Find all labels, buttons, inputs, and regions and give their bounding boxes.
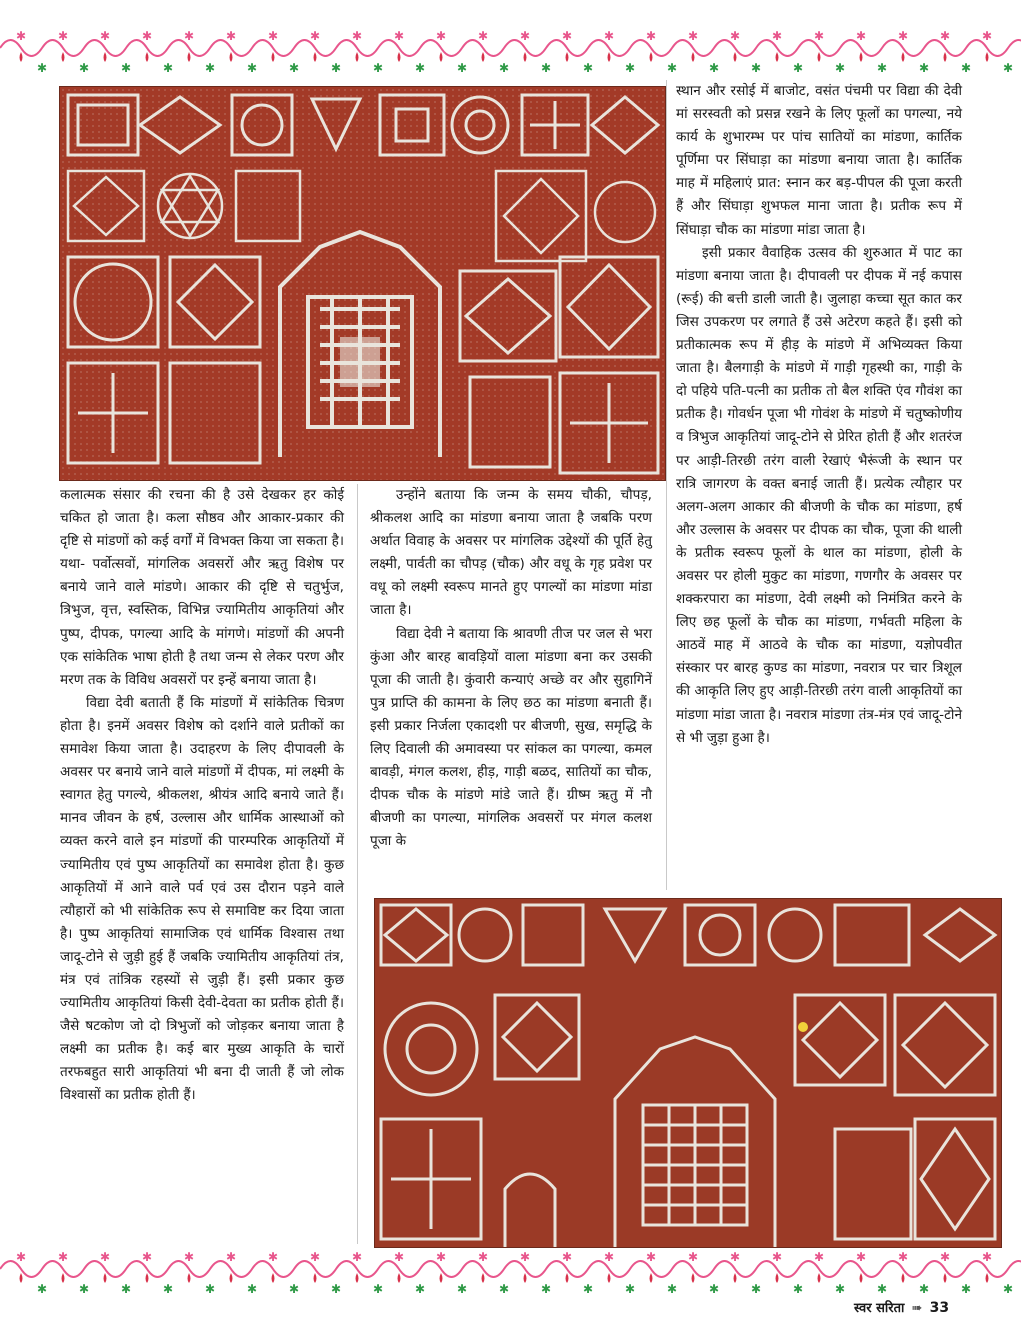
drop-icon (524, 52, 527, 62)
star-icon: ✱ (519, 1250, 531, 1264)
star-icon: ✱ (918, 1282, 930, 1296)
star-icon: ✱ (897, 29, 909, 43)
star-icon: ✱ (435, 29, 447, 43)
star-icon: ✱ (813, 29, 825, 43)
star-icon: ✱ (960, 61, 972, 75)
drop-icon (146, 52, 149, 62)
star-icon: ✱ (57, 1250, 69, 1264)
drop-icon (860, 52, 863, 62)
star-icon: ✱ (540, 1282, 552, 1296)
star-icon: ✱ (393, 1250, 405, 1264)
paragraph: उन्होंने बताया कि जन्म के समय चौकी, चौपड़, श्रीकलश आदि का मांडणा बनाया जाता है जबकि परण अर्थात विवाह के अवसर पर मांगलिक उद्देश्यों की पूर्ति हेतु लक्ष्मी, पार्वती का चौपड़ (चौक) और वधू के गृह प्रवेश पर वधू को लक्ष्मी स्वरूप मानते हुए पगल्यों का मांडणा मांडा जाता है। (370, 487, 652, 619)
star-icon: ✱ (519, 29, 531, 43)
drop-icon (986, 1273, 989, 1283)
star-icon: ✱ (981, 1250, 993, 1264)
drop-icon (440, 52, 443, 62)
star-icon: ✱ (498, 61, 510, 75)
drop-icon (104, 1273, 107, 1283)
star-icon: ✱ (561, 1250, 573, 1264)
drop-icon (986, 52, 989, 62)
star-icon: ✱ (750, 61, 762, 75)
star-icon: ✱ (15, 29, 27, 43)
star-icon: ✱ (330, 61, 342, 75)
star-icon: ✱ (834, 1282, 846, 1296)
paragraph: स्थान और रसोई में बाजोट, वसंत पंचमी पर विद्या की देवी मां सरस्वती को प्रसन्न रखने के लिए फूलों का पगल्या, नये कार्य के शुभारम्भ पर पांच सातियों का मांडणा, कार्तिक पूर्णिमा पर सिंघाड़ा का मांडणा बनाया जाता है। कार्तिक माह में महिलाएं प्रात: स्नान कर बड़-पीपल की पूजा करती हैं और सिंघाड़ा शुभफल माना जाता है। प्रतीक रूप में सिंघाड़ा चौक का मांडणा मांडा जाता है। (676, 83, 962, 238)
drop-icon (398, 52, 401, 62)
star-icon: ✱ (771, 29, 783, 43)
page-footer (854, 1298, 949, 1316)
mandana-photo-top (59, 86, 666, 481)
drop-icon (62, 1273, 65, 1283)
magazine-name: स्वर सरिता (854, 1301, 905, 1316)
drop-icon (20, 1273, 23, 1283)
drop-icon (524, 1273, 527, 1283)
star-icon: ✱ (771, 1250, 783, 1264)
star-icon: ✱ (99, 29, 111, 43)
star-icon: ✱ (540, 61, 552, 75)
drop-icon (692, 52, 695, 62)
border-stars (16, 29, 1021, 75)
star-icon: ✱ (603, 1250, 615, 1264)
mandana-photo-bottom (374, 898, 1002, 1248)
drop-icon (818, 52, 821, 62)
drop-icon (482, 1273, 485, 1283)
star-icon: ✱ (897, 1250, 909, 1264)
star-icon: ✱ (687, 29, 699, 43)
drop-icon (608, 52, 611, 62)
star-icon: ✱ (624, 61, 636, 75)
drop-icon (272, 1273, 275, 1283)
star-icon: ✱ (225, 29, 237, 43)
star-icon: ✱ (498, 1282, 510, 1296)
drop-icon (902, 1273, 905, 1283)
drop-icon (356, 52, 359, 62)
drop-icon (230, 1273, 233, 1283)
star-icon: ✱ (792, 61, 804, 75)
star-icon: ✱ (834, 61, 846, 75)
star-icon: ✱ (666, 61, 678, 75)
drop-icon (650, 52, 653, 62)
star-icon: ✱ (414, 1282, 426, 1296)
star-icon: ✱ (855, 1250, 867, 1264)
star-icon: ✱ (225, 1250, 237, 1264)
paragraph: इसी प्रकार वैवाहिक उत्सव की शुरुआत में पाट का मांडणा बनाया जाता है। दीपावली पर दीपक में नई कपास (रूई) की बत्ती डाली जाती है। जुलाहा कच्चा सूत कात कर जिस उपकरण पर लगाते हैं उसे अटेरण कहते हैं। इसी को प्रतीकात्मक रूप में हीड़ के मांडणे में अभिव्यक्त किया जाता है। बैलगाड़ी के मांडणे में गाड़ी गृहस्थी का, गाड़ी के दो पहिये पति-पत्नी का प्रतीक तो बैल शक्ति एंव गौवंश का प्रतीक है। गोवर्धन पूजा भी गोवंश के मांडणे में चतुष्कोणीय व त्रिभुज आकृतियां जादू-टोने से प्रेरित होती हैं और शतरंज पर आड़ी-तिरछी तरंग वाली रेखाएं भैरूंजी के स्थान पर रात्रि जागरण के वक्त बनाई जाती हैं। प्रत्येक त्यौहार पर अलग-अलग आकार की बीजणी के चौक का मांडणा, हर्ष और उल्लास के अवसर पर दीपक का चौक, पूजा की थाली के प्रतीक स्वरूप फूलों के थाल का मांडणा, होली के अवसर पर होली मुकुट का मांडणा, गणगौर के अवसर पर शक्करपारा का मांडणा, देवी लक्ष्मी को निमंत्रित करने के लिए छह फूलों के चौक का मांडणा, गर्भवती महिला के आठवें माह में आठवे के चौक का मांडणा, यज्ञोपवीत संस्कार पर बारह कुण्ड का मांडणा, नवरात्र पर चार त्रिशूल की आकृति लिए हुए आड़ी-तिरछी तरंग वाली आकृतियों का मांडणा मांडा जाता है। नवरात्र मांडणा तंत्र-मंत्र एवं जादू-टोने से भी जुड़ा हुआ है। (676, 244, 962, 746)
border-stars (16, 1250, 1021, 1296)
star-icon: ✱ (120, 61, 132, 75)
star-icon: ✱ (582, 61, 594, 75)
star-icon: ✱ (99, 1250, 111, 1264)
star-icon: ✱ (183, 1250, 195, 1264)
star-icon: ✱ (78, 61, 90, 75)
star-icon: ✱ (162, 1282, 174, 1296)
star-icon: ✱ (36, 1282, 48, 1296)
drop-icon (104, 52, 107, 62)
star-icon: ✱ (246, 1282, 258, 1296)
border-wave (0, 40, 1021, 56)
star-icon: ✱ (960, 1282, 972, 1296)
star-icon: ✱ (939, 1250, 951, 1264)
drop-icon (944, 1273, 947, 1283)
star-icon: ✱ (267, 1250, 279, 1264)
arrow-icon: ➠ (911, 1301, 923, 1316)
star-icon: ✱ (1002, 61, 1014, 75)
drop-icon (20, 52, 23, 62)
star-icon: ✱ (708, 1282, 720, 1296)
drop-icon (230, 52, 233, 62)
paragraph: विद्या देवी ने बताया कि श्रावणी तीज पर जल से भरा कुंआ और बारह बावड़ियों वाला मांडणा बना कर उसकी पूजा की जाती है। कुंवारी कन्याएं अच्छे वर और सुहागिनें पुत्र प्राप्ति की कामना के लिए छठ का मांडणा बनाती हैं। इसी प्रकार निर्जला एकादशी पर बीजणी, सुख, समृद्धि के लिए दिवाली की अमावस्या पर सांकल का पगल्या, कमल बावड़ी, मंगल कलश, हीड़, गाड़ी बळद, सातियों का चौक, दीपक चौक के मांडणे मांडे जाते हैं। ग्रीष्म ऋतु में नौ बीजणी का पगल्या, मांगलिक अवसरों पर मंगल कलश पूजा के (370, 625, 652, 850)
drop-icon (398, 1273, 401, 1283)
star-icon: ✱ (666, 1282, 678, 1296)
star-icon: ✱ (624, 1282, 636, 1296)
star-icon: ✱ (36, 61, 48, 75)
drop-icon (62, 52, 65, 62)
star-icon: ✱ (750, 1282, 762, 1296)
star-icon: ✱ (141, 1250, 153, 1264)
column-divider (666, 80, 667, 890)
star-icon: ✱ (204, 1282, 216, 1296)
star-icon: ✱ (981, 29, 993, 43)
star-icon: ✱ (309, 29, 321, 43)
star-icon: ✱ (162, 61, 174, 75)
drop-icon (776, 52, 779, 62)
star-icon: ✱ (876, 61, 888, 75)
star-icon: ✱ (204, 61, 216, 75)
drop-icon (902, 52, 905, 62)
star-icon: ✱ (141, 29, 153, 43)
star-icon: ✱ (120, 1282, 132, 1296)
star-icon: ✱ (267, 29, 279, 43)
drop-icon (272, 52, 275, 62)
border-wave (0, 1261, 1021, 1277)
page-number: 33 (929, 1300, 950, 1316)
drop-icon (734, 1273, 737, 1283)
drop-icon (818, 1273, 821, 1283)
star-icon: ✱ (456, 1282, 468, 1296)
article-column-middle (370, 484, 652, 854)
article-column-right (676, 80, 962, 750)
star-icon: ✱ (645, 1250, 657, 1264)
drop-icon (734, 52, 737, 62)
star-icon: ✱ (708, 61, 720, 75)
star-icon: ✱ (15, 1250, 27, 1264)
drop-icon (440, 1273, 443, 1283)
star-icon: ✱ (939, 29, 951, 43)
star-icon: ✱ (57, 29, 69, 43)
star-icon: ✱ (582, 1282, 594, 1296)
star-icon: ✱ (603, 29, 615, 43)
star-icon: ✱ (330, 1282, 342, 1296)
paragraph: विद्या देवी बताती हैं कि मांडणों में सांकेतिक चित्रण होता है। इनमें अवसर विशेष को दर्शाने वाले प्रतीकों का समावेश किया जाता है। उदाहरण के लिए दीपावली के अवसर पर बनाये जाने वाले मांडणों में दीपक, मां लक्ष्मी के स्वागत हेतु पगल्ये, श्रीकलश, श्रीयंत्र आदि बनाये जाते हैं। मानव जीवन के हर्ष, उल्लास और धार्मिक आस्थाओं को व्यक्त करने वाले इन मांडणों की पारम्परिक आकृतियों में ज्यामितीय एवं पुष्प आकृतियों का समावेश होता है। कुछ आकृतियों में आने वाले पर्व एवं उस दौरान पड़ने वाले त्यौहारों को भी सांकेतिक रूप से समाविष्ट कर दिया जाता है। पुष्प आकृतियां सामाजिक एवं धार्मिक विश्वास तथा जादू-टोने से जुड़ी हुई हैं जबकि ज्यामितीय आकृतियां तंत्र, मंत्र एवं तांत्रिक रहस्यों से जुड़ी हैं। इसी प्रकार कुछ ज्यामितीय आकृतियां किसी देवी-देवता का प्रतीक होती हैं। जैसे षटकोण जो दो त्रिभुजों को जोड़कर बनाया जाता है लक्ष्मी का प्रतीक है। कई बार मुख्य आकृति के चारों तरफबहुत सारी आकृतियां भी बना दी जाती हैं जो लोक विश्वासों का प्रतीक होती हैं। (60, 694, 344, 1104)
drop-icon (650, 1273, 653, 1283)
star-icon: ✱ (477, 29, 489, 43)
star-icon: ✱ (372, 61, 384, 75)
decorative-border-top (0, 26, 1021, 78)
star-icon: ✱ (1002, 1282, 1014, 1296)
star-icon: ✱ (855, 29, 867, 43)
star-icon: ✱ (288, 61, 300, 75)
drop-icon (314, 52, 317, 62)
star-icon: ✱ (687, 1250, 699, 1264)
star-icon: ✱ (288, 1282, 300, 1296)
star-icon: ✱ (456, 61, 468, 75)
drop-icon (944, 52, 947, 62)
star-icon: ✱ (183, 29, 195, 43)
decorative-border-bottom (0, 1247, 1021, 1299)
drop-icon (566, 1273, 569, 1283)
star-icon: ✱ (78, 1282, 90, 1296)
drop-icon (188, 1273, 191, 1283)
star-icon: ✱ (435, 1250, 447, 1264)
star-icon: ✱ (792, 1282, 804, 1296)
star-icon: ✱ (414, 61, 426, 75)
star-icon: ✱ (561, 29, 573, 43)
star-icon: ✱ (729, 29, 741, 43)
paragraph: कलात्मक संसार की रचना की है उसे देखकर हर कोई चकित हो जाता है। कला सौष्ठव और आकार-प्रकार की दृष्टि से मांडणों को कई वर्गों में विभक्त किया जा सकता है। यथा- पर्वोत्सवों, मांगलिक अवसरों और ऋतु विशेष पर बनाये जाने वाले मांडणे। आकार की दृष्टि से चतुर्भुज, त्रिभुज, वृत्त, स्वस्तिक, विभिन्न ज्यामितीय आकृतियां और पुष्प, दीपक, पगल्या आदि के मांगणे। मांडणों की अपनी एक सांकेतिक भाषा होती है तथा जन्म से लेकर परण और मरण तक के विविध अवसरों पर इन्हें बनाया जाता है। (60, 487, 344, 688)
star-icon: ✱ (876, 1282, 888, 1296)
star-icon: ✱ (918, 61, 930, 75)
drop-icon (146, 1273, 149, 1283)
drop-icon (314, 1273, 317, 1283)
drop-icon (566, 52, 569, 62)
drop-icon (692, 1273, 695, 1283)
star-icon: ✱ (477, 1250, 489, 1264)
drop-icon (188, 52, 191, 62)
drop-icon (608, 1273, 611, 1283)
star-icon: ✱ (393, 29, 405, 43)
star-icon: ✱ (729, 1250, 741, 1264)
drop-icon (482, 52, 485, 62)
star-icon: ✱ (645, 29, 657, 43)
drop-icon (776, 1273, 779, 1283)
star-icon: ✱ (309, 1250, 321, 1264)
star-icon: ✱ (813, 1250, 825, 1264)
drop-icon (860, 1273, 863, 1283)
star-icon: ✱ (372, 1282, 384, 1296)
drop-icon (356, 1273, 359, 1283)
star-icon: ✱ (351, 1250, 363, 1264)
star-icon: ✱ (351, 29, 363, 43)
star-icon: ✱ (246, 61, 258, 75)
column-divider (357, 484, 358, 1244)
article-column-left (60, 484, 344, 1108)
